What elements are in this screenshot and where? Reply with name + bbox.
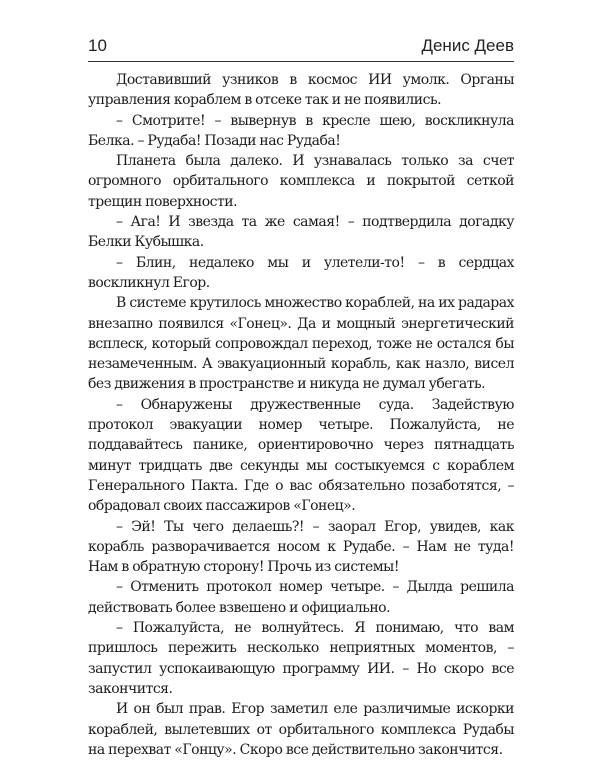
page-number: 10 [88,36,107,55]
paragraph: – Блин, недалеко мы и улетели-то! – в сердцах воскликнул Егор. [88,254,514,291]
paragraph: – Пожалуйста, не волнуйтесь. Я понимаю, что вам пришлось пережить несколько неприятных моментов, – запустил успокаивающую программу ИИ. – Но скоро все закончится. [88,620,514,697]
paragraph: – Смотрите! – вывернув в кресле шею, воскликнула Белка. – Рудаба! Позади нас Рудаба! [88,112,514,149]
header-rule [88,61,514,62]
paragraph: Доставивший узников в космос ИИ умолк. Органы управления кораблем в отсеке так и не появились. [88,72,514,109]
author-name: Денис Деев [421,36,514,55]
body-text [88,70,514,760]
paragraph: Планета была далеко. И узнавалась только за счет огромного орбитального комплекса и покрытой сеткой трещин поверхности. [88,153,514,210]
paragraph: И он был прав. Егор заметил еле различимые искорки кораблей, вылетевших от орбитального комплекса Рудабы на перехват «Гонцу». Скоро все действительно закончится. [88,701,514,758]
paragraph: – Обнаружены дружественные суда. Задействую протокол эвакуации номер четыре. Пожалуйста, не поддавайтесь панике, ориентировочно через пятнадцать минут тридцать две секунды мы состыкуемся с кораблем Генерального Пакта. Где о вас обязательно позаботятся, – обрадовал своих пассажиров «Гонец». [88,396,514,515]
paragraph: – Ага! И звезда та же самая! – подтвердила догадку Белки Кубышка. [88,214,514,251]
paragraph: – Отменить протокол номер четыре. – Дылда решила действовать более взвешено и официально. [88,579,514,616]
paragraph: – Эй! Ты чего делаешь?! – заорал Егор, увидев, как корабль разворачивается носом к Рудабе. – Нам не туда! Нам в обратную сторону! Прочь из системы! [88,518,514,576]
running-head [88,36,514,60]
paragraph: В системе крутилось множество кораблей, на их радарах внезапно появился «Гонец». Да и мощный энергетический всплеск, который сопровождал переход, тоже не остался бы незамеченным. А эвакуационный корабль, как назло, висел без движения в пространстве и никуда не думал убегать. [88,295,514,393]
